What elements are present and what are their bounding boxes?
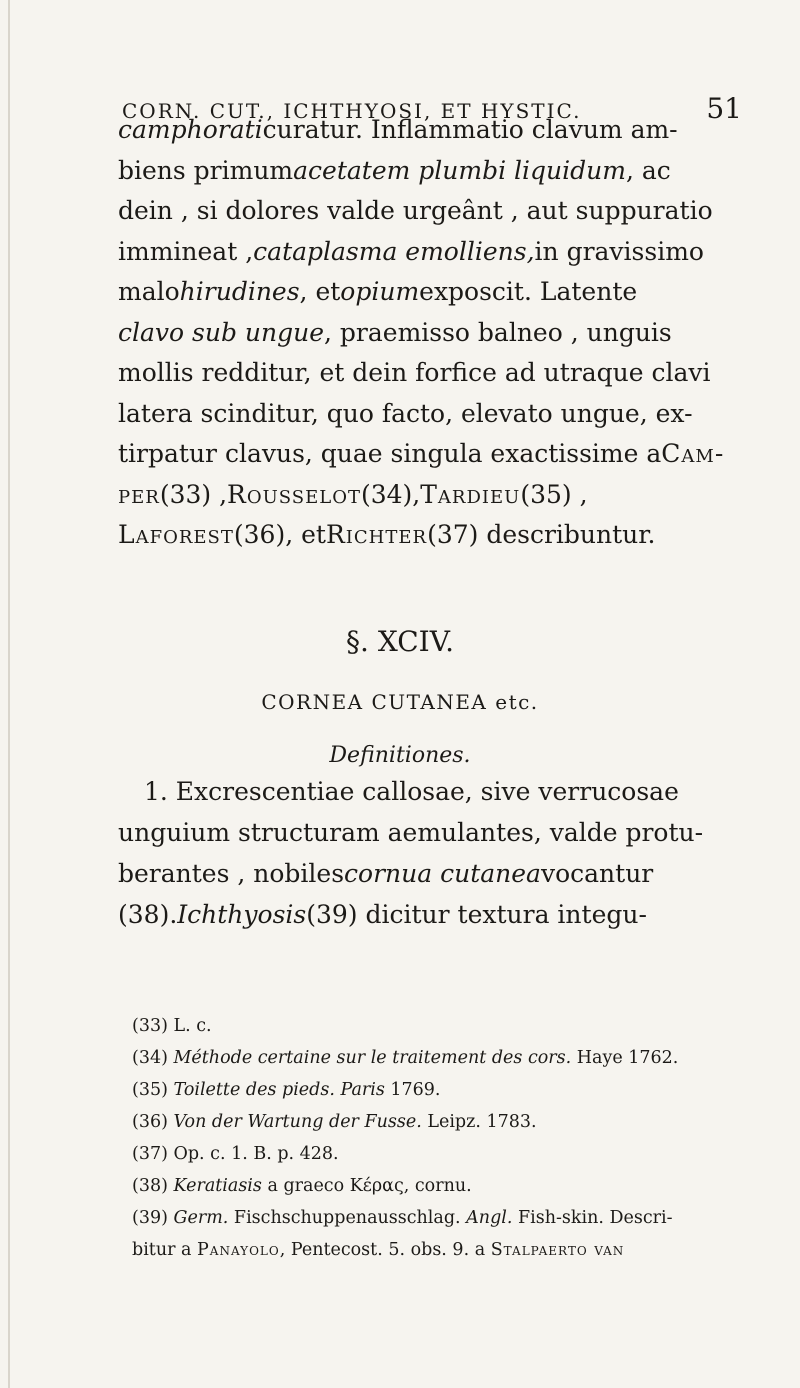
text-line bbox=[118, 771, 750, 812]
text-span: (35) , bbox=[520, 479, 588, 509]
italic-term: camphorati bbox=[118, 115, 263, 144]
italic-title: Germ. bbox=[173, 1208, 229, 1228]
text-span: curatur. Inflammatio clavum am- bbox=[262, 115, 678, 144]
section-subtitle: CORNEA CUTANEA etc. bbox=[261, 690, 539, 714]
page-number: 51 bbox=[706, 92, 742, 125]
text-span: Fish-skin. Descri- bbox=[512, 1208, 673, 1228]
text-span: in gravissimo bbox=[534, 236, 704, 266]
text-span: (35) bbox=[132, 1080, 174, 1100]
running-head: CORN. CUT., ICHTHYOSI, ET HYSTIC. bbox=[122, 99, 582, 123]
text-span: immineat , bbox=[118, 236, 254, 266]
text-span: , ac bbox=[625, 155, 671, 185]
text-line bbox=[118, 515, 750, 556]
italic-title: Toilette des pieds. Paris bbox=[173, 1080, 385, 1100]
text-span: latera scinditur, quo facto, elevato ungue, ex- bbox=[118, 398, 693, 428]
text-span: (39) bbox=[132, 1208, 174, 1228]
text-line bbox=[118, 853, 750, 894]
paragraph-definitions bbox=[118, 771, 750, 935]
text-span: , et bbox=[299, 277, 341, 306]
paragraph-continued bbox=[118, 110, 750, 556]
text-span: (38) bbox=[132, 1176, 174, 1196]
italic-title: Méthode certaine sur le traitement des cors. bbox=[173, 1048, 572, 1068]
footnote-35 bbox=[132, 1074, 752, 1106]
text-line bbox=[118, 475, 750, 516]
footnote-34 bbox=[132, 1042, 752, 1074]
text-line bbox=[118, 272, 750, 313]
author-name: Cam- bbox=[661, 439, 725, 468]
text-span: (33) , bbox=[159, 479, 228, 509]
text-span: bitur a bbox=[132, 1240, 198, 1260]
text-span: mollis redditur, et dein forfice ad utraque clavi bbox=[118, 358, 711, 387]
text-span: berantes , nobiles bbox=[118, 859, 345, 888]
text-line bbox=[118, 191, 750, 232]
footnote-38 bbox=[132, 1170, 752, 1202]
text-span: malo bbox=[118, 277, 180, 306]
footnotes bbox=[132, 1010, 752, 1266]
italic-term: opium bbox=[340, 277, 420, 306]
text-span: (38). bbox=[118, 900, 178, 929]
italic-title: Angl. bbox=[466, 1208, 513, 1228]
italic-term: acetatem plumbi liquidum bbox=[293, 155, 626, 185]
section-title: §. XCIV. bbox=[346, 625, 454, 658]
italic-term: Ichthyosis bbox=[177, 900, 307, 929]
author-name: Panayolo bbox=[197, 1240, 280, 1260]
italic-term: clavo sub ungue bbox=[118, 317, 325, 347]
text-span: (34) bbox=[132, 1048, 174, 1068]
text-span: (39) dicitur textura integu- bbox=[306, 900, 647, 929]
author-name: per bbox=[118, 479, 160, 509]
text-span: vocantur bbox=[540, 859, 654, 888]
italic-term: hirudines bbox=[179, 277, 300, 306]
text-span: , praemisso balneo , unguis bbox=[324, 317, 672, 347]
footnote-39-continued bbox=[132, 1234, 752, 1266]
italic-title: Keratiasis bbox=[173, 1176, 262, 1196]
text-span: biens primum bbox=[118, 155, 294, 185]
footnote-39 bbox=[132, 1202, 752, 1234]
text-span: Leipz. 1783. bbox=[421, 1112, 537, 1132]
text-line bbox=[118, 232, 750, 273]
text-span: dein , si dolores valde urgeânt , aut suppuratio bbox=[118, 196, 713, 225]
italic-term: cornua cutanea bbox=[344, 859, 541, 888]
footnote-37: (37) Op. c. 1. B. p. 428. bbox=[132, 1144, 339, 1164]
text-span: 1769. bbox=[384, 1080, 441, 1100]
author-name: Tardieu bbox=[420, 479, 521, 509]
text-span: Haye 1762. bbox=[571, 1048, 679, 1068]
italic-term: cataplasma emolliens, bbox=[253, 236, 535, 266]
text-line bbox=[118, 894, 750, 935]
text-span: unguium structuram aemulantes, valde protu- bbox=[118, 818, 704, 847]
text-span: (34), bbox=[360, 479, 421, 509]
text-span: tirpatur clavus, quae singula exactissime a bbox=[118, 439, 662, 468]
author-name: Laforest bbox=[118, 520, 234, 549]
author-name: Rousselot bbox=[227, 479, 361, 509]
footnote-36 bbox=[132, 1106, 752, 1138]
author-name: Richter bbox=[325, 520, 428, 549]
text-span: a graeco Κέρας, cornu. bbox=[261, 1176, 472, 1196]
text-line bbox=[118, 353, 750, 394]
text-span: exposcit. Latente bbox=[419, 277, 638, 306]
text-span: , Pentecost. 5. obs. 9. a bbox=[279, 1240, 491, 1260]
text-line bbox=[118, 151, 750, 192]
text-line bbox=[118, 812, 750, 853]
author-name: Stalpaerto van bbox=[490, 1240, 625, 1260]
text-span: 1. Excrescentiae callosae, sive verrucosae bbox=[144, 777, 679, 806]
text-span: (36) bbox=[132, 1112, 174, 1132]
text-span: (37) describuntur. bbox=[427, 520, 656, 549]
text-line bbox=[118, 313, 750, 354]
text-line bbox=[118, 394, 750, 435]
text-span: (36), et bbox=[233, 520, 326, 549]
italic-title: Von der Wartung der Fusse. bbox=[173, 1112, 422, 1132]
definitions-heading: Definitiones. bbox=[329, 743, 471, 768]
text-line bbox=[118, 110, 750, 151]
text-span: Fischschuppenausschlag. bbox=[228, 1208, 467, 1228]
footnote-33: (33) L. c. bbox=[132, 1016, 212, 1036]
text-line bbox=[118, 434, 750, 475]
